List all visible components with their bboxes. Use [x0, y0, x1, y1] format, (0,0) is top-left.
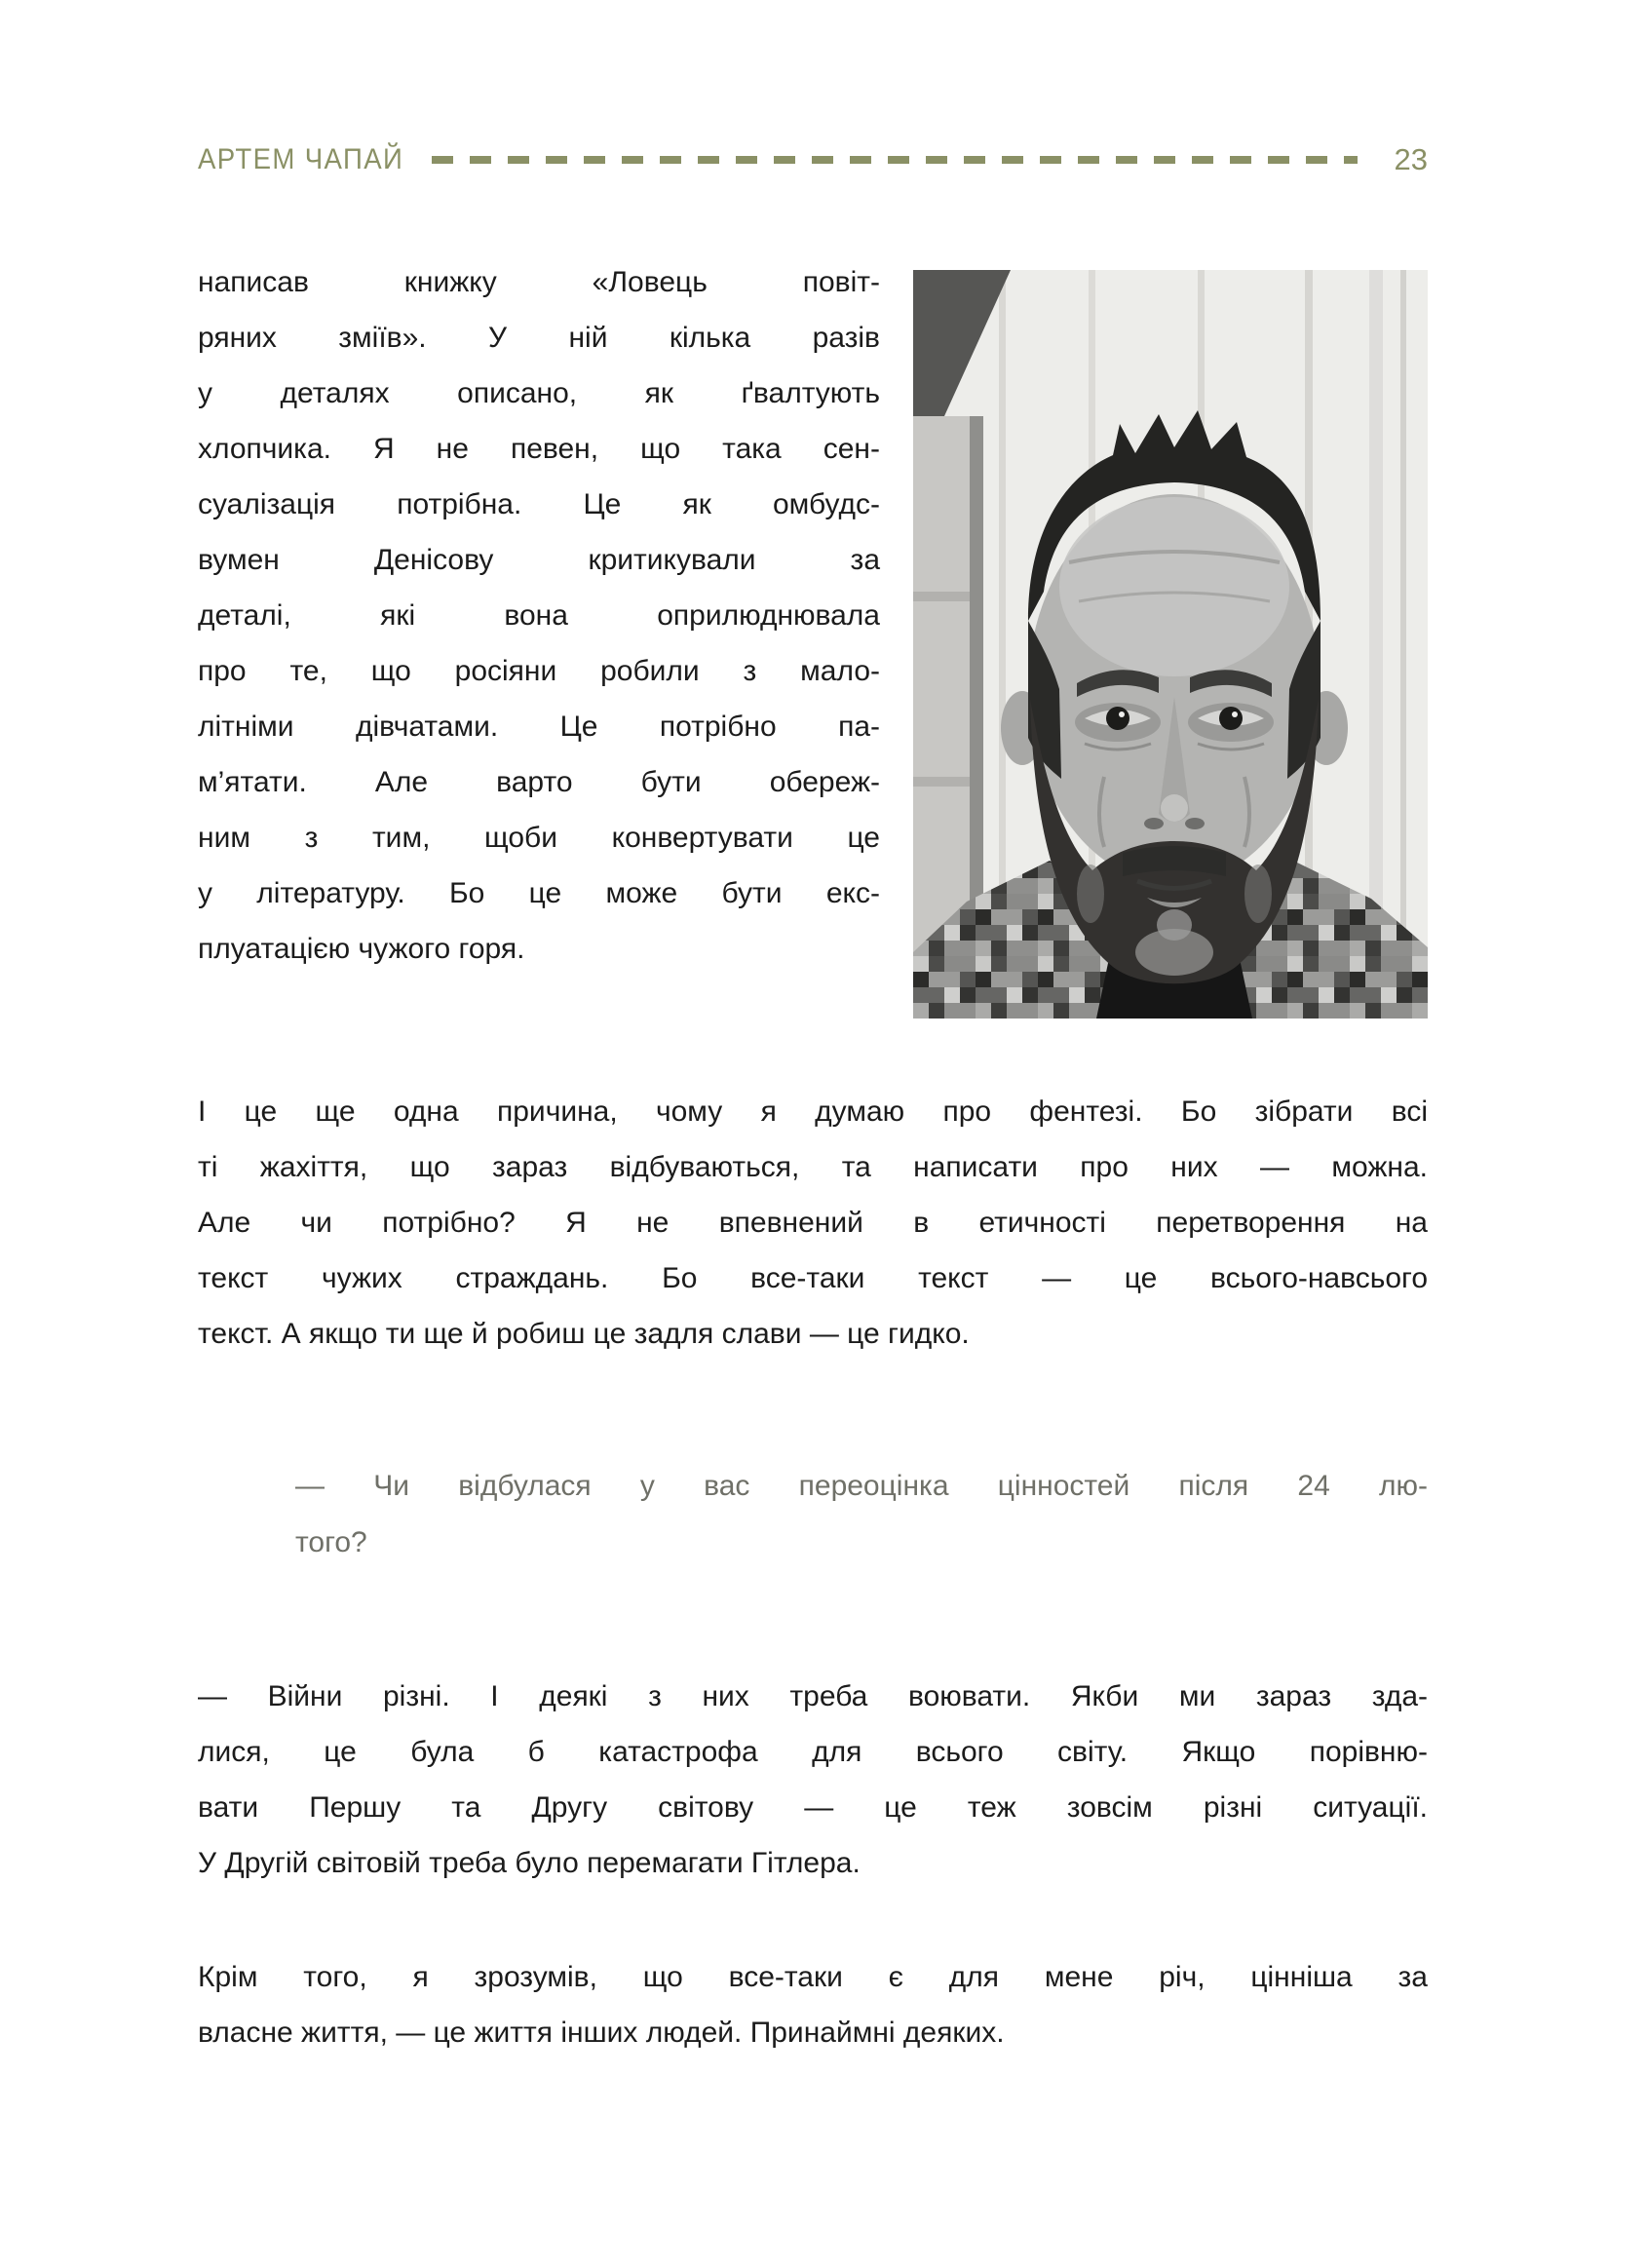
- answer-war: — Війни різні. І деякі з них треба воювати. Якби ми зараз зда- лися, це була б катастрофа для всього світу. Якщо порівню- вати Першу та Другу світову — це теж зовсім різні ситуації. У Другій світовій треба було перемагати Гітлера.: [198, 1680, 1428, 1879]
- author-name: АРТЕМ ЧАПАЙ: [198, 143, 404, 175]
- answer-values: Крім того, я зрозумів, що все-таки є для мене річ, цінніша за власне життя, — це життя інших людей. Принаймні деяких.: [198, 1961, 1428, 2049]
- column-paragraph: написав книжку «Ловець повіт- ряних зміїв». У ній кілька разів у деталях описано, як ґвалтують хлопчика. Я не певен, що така сен- суалізація потрібна. Це як омбудс- вумен Денісову критикували за деталі, які вона оприлюднювала про те, що росіяни робили з мало- літніми дівчатами. Це потрібно па- м’ятати. Але варто бути обереж- ним з тим, щоби конвертувати це у літературу. Бо це може бути екс- плуатацією чужого горя.: [198, 266, 880, 965]
- interview-question: — Чи відбулася у вас переоцінка цінностей після 24 лю- того?: [295, 1470, 1428, 1558]
- page-number: 23: [1394, 142, 1428, 176]
- dashed-divider: [432, 156, 1358, 164]
- portrait-illustration: [913, 270, 1428, 1019]
- paragraph-fantasy: І це ще одна причина, чому я думаю про фентезі. Бо зібрати всі ті жахіття, що зараз відбуваються, та написати про них — можна. Але чи потрібно? Я не впевнений в етичності перетворення на текст чужих страждань. Бо все-таки текст — це всього-навсього текст. А якщо ти ще й робиш це задля слави — це гидко.: [198, 1096, 1428, 1350]
- author-photo: [913, 270, 1428, 1019]
- page-header: [198, 142, 1428, 177]
